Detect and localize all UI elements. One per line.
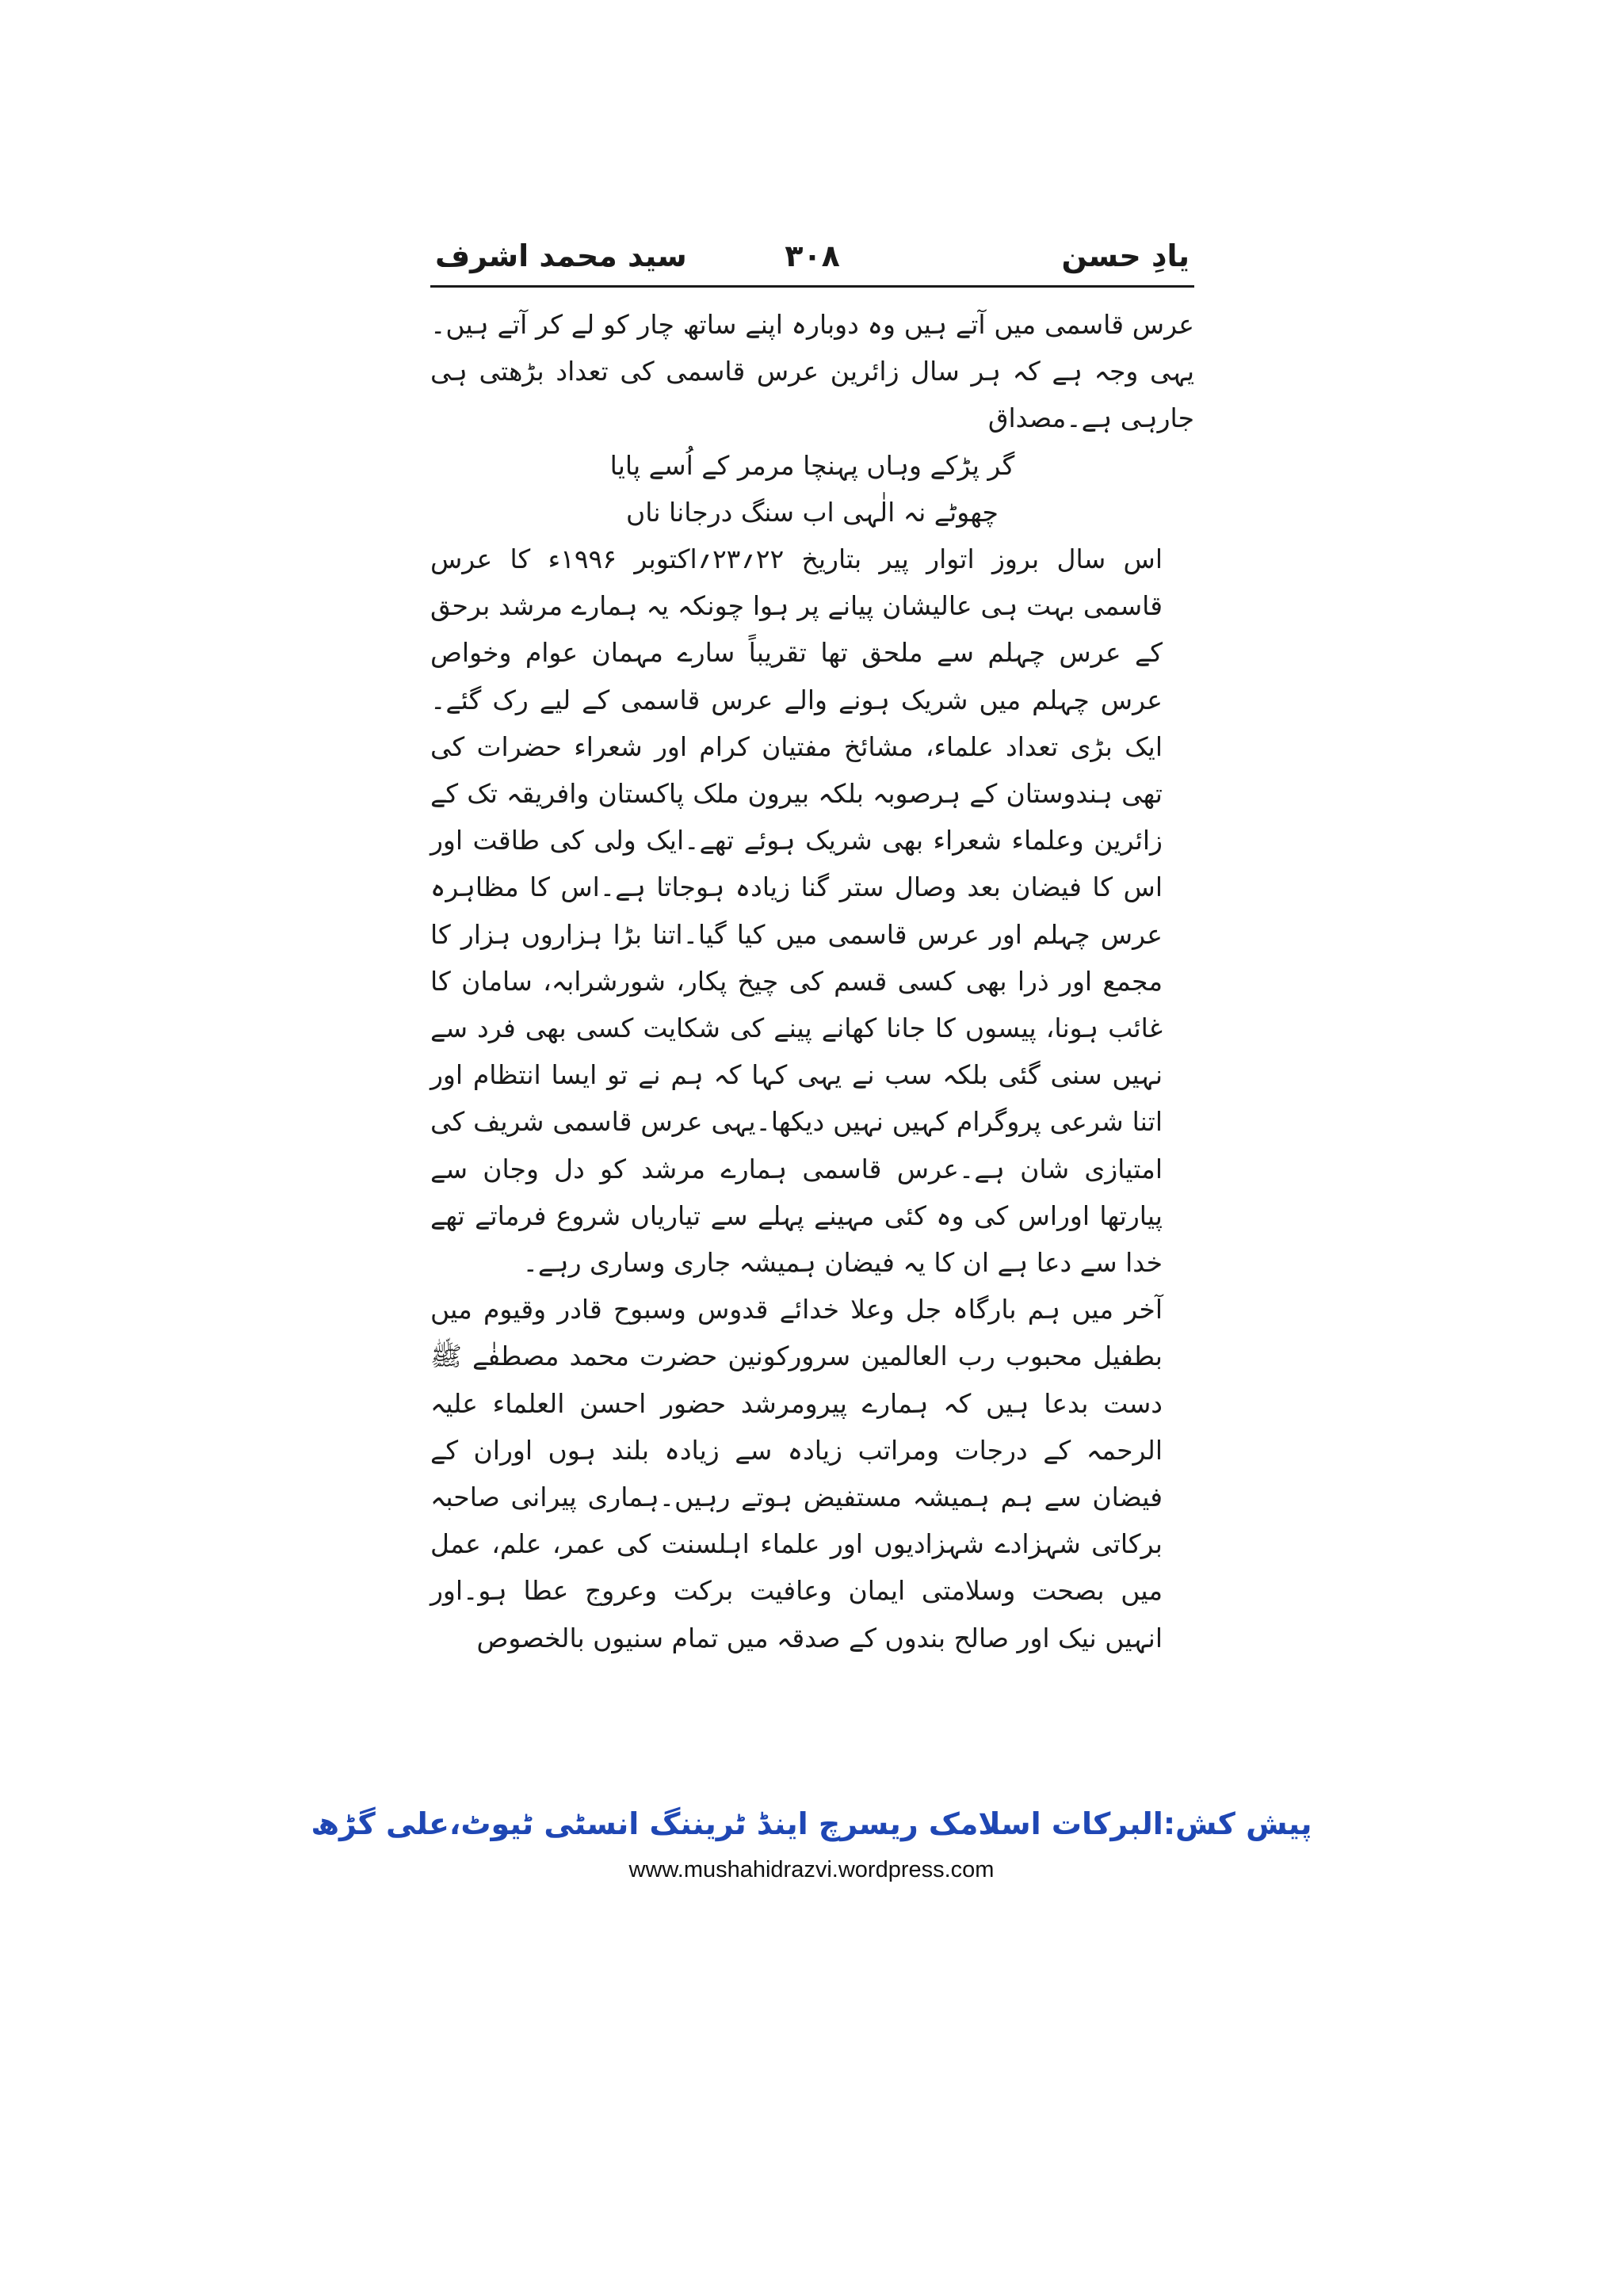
website-url[interactable]: www.mushahidrazvi.wordpress.com — [628, 1857, 995, 1882]
verse-couplet — [430, 442, 1194, 536]
book-title: یادِ حسن — [1061, 238, 1190, 273]
paragraph-1: عرس قاسمی میں آتے ہیں وہ دوبارہ اپنے ساتھ چار کو لے کر آتے ہیں۔یہی وجہ ہے کہ ہر سال زائرین عرس قاسمی کی تعداد بڑھتی ہی جارہی ہے۔مصداق — [430, 309, 1194, 434]
verse-line-1: گر پڑکے وہاں پہنچا مرمر کے اُسے پایا — [609, 449, 1015, 481]
paragraph-3: آخر میں ہم بارگاہ جل وعلا خدائے قدوس وسبوح قادر وقیوم میں بطفیل محبوب رب العالمین سرورکونین حضرت محمد مصطفٰے ﷺ دست بدعا ہیں کہ ہمارے پیرومرشد حضور احسن العلماء علیہ الرحمہ کے درجات ومراتب زیادہ سے زیادہ بلند ہوں اوران کے فیضان سے ہم ہمیشہ مستفیض ہوتے رہیں۔ہماری پیرانی صاحبہ برکاتی شہزادے شہزادیوں اور علماء اہلسنت کی عمر، علم، عمل میں بصحت وسلامتی ایمان وعافیت برکت وعروج عطا ہو۔اور انہیں نیک اور صالح بندوں کے صدقہ میں تمام سنیوں بالخصوص — [430, 1294, 1163, 1653]
publisher-credit: پیش کش:البرکات اسلامک ریسرچ اینڈ ٹریننگ انسٹی ٹیوٹ،علی گڑھ — [311, 1806, 1312, 1841]
paragraph-2: اس سال بروز اتوار پیر بتاریخ ۲۲؍۲۳؍اکتوبر ۱۹۹۶ء کا عرس قاسمی بہت ہی عالیشان پیانے پر ہوا چونکہ یہ ہمارے مرشد برحق کے عرس چہلم سے ملحق تھا تقریباً سارے مہمان عوام وخواص عرس چہلم میں شریک ہونے والے عرس قاسمی کے لیے رک گئے۔ایک بڑی تعداد علماء، مشائخ مفتیان کرام اور شعراء حضرات کی تھی ہندوستان کے ہرصوبہ بلکہ بیرون ملک پاکستان وافریقہ تک کے زائرین وعلماء شعراء بھی شریک ہوئے تھے۔ایک ولی کی طاقت اور اس کا فیضان بعد وصال ستر گنا زیادہ ہوجاتا ہے۔اس کا مظاہرہ عرس چہلم اور عرس قاسمی میں کیا گیا۔اتنا بڑا ہزاروں ہزار کا مجمع اور ذرا بھی کسی قسم کی چیخ پکار، شورشرابہ، سامان کا غائب ہونا، پیسوں کا جانا کھانے پینے کی شکایت کسی بھی فرد سے نہیں سنی گئی بلکہ سب نے یہی کہا کہ ہم نے تو ایسا انتظام اور اتنا شرعی پروگرام کہیں نہیں دیکھا۔یہی عرس قاسمی شریف کی امتیازی شان ہے۔عرس قاسمی ہمارے مرشد کو دل وجان سے پیارتھا اوراس کی وہ کئی مہینے پہلے سے تیاریاں شروع فرماتے تھے خدا سے دعا ہے ان کا یہ فیضان ہمیشہ جاری وساری رہے۔ — [430, 543, 1163, 1279]
header-rule — [430, 285, 1194, 288]
page-number: ۳۰۸ — [785, 238, 840, 273]
verse-line-2: چھوٹے نہ الٰہی اب سنگ درجانا ناں — [626, 496, 999, 528]
running-header — [430, 230, 1194, 292]
author-title: سید محمد اشرف — [435, 238, 687, 273]
page-body — [430, 301, 1194, 1661]
